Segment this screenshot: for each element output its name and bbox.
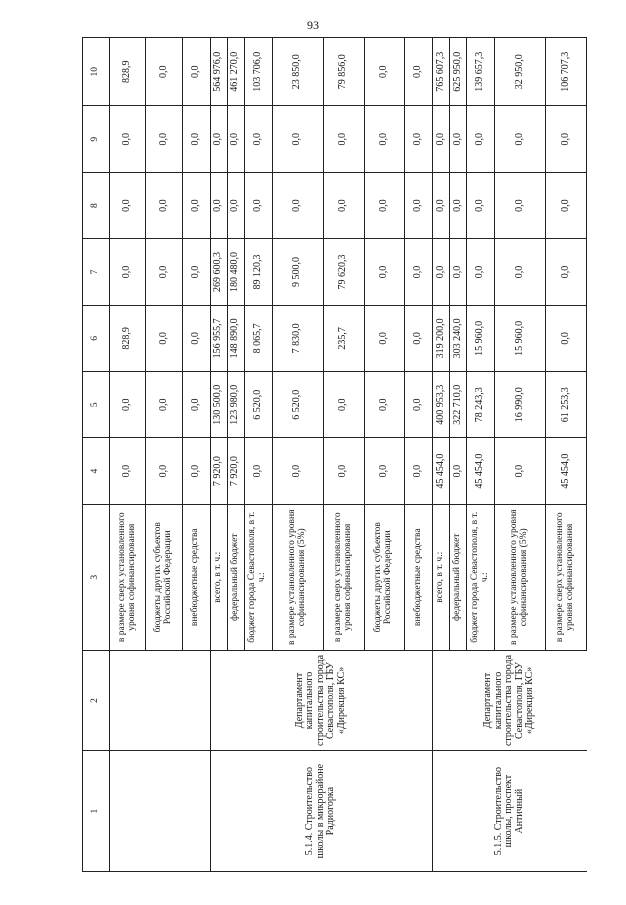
value-cell: 0,0 bbox=[450, 239, 467, 305]
value-cell: 0,0 bbox=[405, 372, 433, 438]
executor-cell: Департамент капитального строительства города Севастополя, ГБУ «Дирекция КС» bbox=[432, 650, 586, 751]
col-header: 8 bbox=[83, 172, 110, 238]
object-name-cell: 5.1.5. Строительство школы, проспект Античный bbox=[432, 751, 586, 872]
value-cell: 0,0 bbox=[450, 106, 467, 172]
value-cell: 79 856,0 bbox=[323, 38, 364, 106]
value-cell: 15 960,0 bbox=[494, 305, 545, 371]
value-cell: 8 065,7 bbox=[244, 305, 272, 371]
value-cell: 0,0 bbox=[405, 106, 433, 172]
value-cell: 0,0 bbox=[450, 172, 467, 238]
source-cell: федеральный бюджет bbox=[227, 504, 244, 650]
value-cell: 78 243,3 bbox=[467, 372, 495, 438]
source-cell: в размере сверх установленного уровня софинансирования bbox=[546, 504, 587, 650]
value-cell: 0,0 bbox=[272, 172, 323, 238]
value-cell: 0,0 bbox=[405, 172, 433, 238]
value-cell: 0,0 bbox=[546, 239, 587, 305]
value-cell: 0,0 bbox=[272, 438, 323, 504]
value-cell: 0,0 bbox=[364, 372, 405, 438]
source-cell: в размере сверх установленного уровня софинансирования bbox=[323, 504, 364, 650]
value-cell: 461 270,0 bbox=[227, 38, 244, 106]
value-cell: 0,0 bbox=[146, 106, 182, 172]
value-cell: 0,0 bbox=[546, 172, 587, 238]
source-cell: в размере установленного уровня софинансирования (5%) bbox=[272, 504, 323, 650]
value-cell: 45 454,0 bbox=[546, 438, 587, 504]
table-row bbox=[110, 38, 146, 872]
value-cell: 7 830,0 bbox=[272, 305, 323, 371]
col-header: 6 bbox=[83, 305, 110, 371]
value-cell: 0,0 bbox=[182, 239, 210, 305]
value-cell: 0,0 bbox=[323, 438, 364, 504]
value-cell: 0,0 bbox=[182, 372, 210, 438]
value-cell: 32 950,0 bbox=[494, 38, 545, 106]
value-cell: 0,0 bbox=[146, 172, 182, 238]
value-cell: 828,9 bbox=[110, 38, 146, 106]
value-cell: 0,0 bbox=[182, 305, 210, 371]
source-cell: в размере установленного уровня софинансирования (5%) bbox=[494, 504, 545, 650]
object-cell bbox=[110, 751, 211, 872]
col-header: 9 bbox=[83, 106, 110, 172]
col-header: 4 bbox=[83, 438, 110, 504]
value-cell: 0,0 bbox=[494, 106, 545, 172]
value-cell: 0,0 bbox=[110, 372, 146, 438]
value-cell: 45 454,0 bbox=[467, 438, 495, 504]
value-cell: 0,0 bbox=[227, 106, 244, 172]
value-cell: 0,0 bbox=[182, 172, 210, 238]
source-cell: бюджет города Севастополя, в т. ч.: bbox=[244, 504, 272, 650]
value-cell: 828,9 bbox=[110, 305, 146, 371]
value-cell: 269 600,3 bbox=[210, 239, 227, 305]
value-cell: 139 657,3 bbox=[467, 38, 495, 106]
value-cell: 0,0 bbox=[432, 106, 449, 172]
value-cell: 123 980,0 bbox=[227, 372, 244, 438]
source-cell: всего, в т. ч.: bbox=[432, 504, 449, 650]
value-cell: 0,0 bbox=[450, 438, 467, 504]
value-cell: 0,0 bbox=[494, 239, 545, 305]
value-cell: 0,0 bbox=[146, 305, 182, 371]
value-cell: 0,0 bbox=[210, 172, 227, 238]
value-cell: 0,0 bbox=[405, 438, 433, 504]
value-cell: 0,0 bbox=[110, 106, 146, 172]
value-cell: 0,0 bbox=[272, 106, 323, 172]
value-cell: 6 520,0 bbox=[272, 372, 323, 438]
value-cell: 156 955,7 bbox=[210, 305, 227, 371]
value-cell: 319 200,0 bbox=[432, 305, 449, 371]
value-cell: 61 253,3 bbox=[546, 372, 587, 438]
value-cell: 0,0 bbox=[364, 106, 405, 172]
value-cell: 0,0 bbox=[182, 106, 210, 172]
value-cell: 0,0 bbox=[405, 38, 433, 106]
value-cell: 0,0 bbox=[146, 239, 182, 305]
col-header: 3 bbox=[83, 504, 110, 650]
value-cell: 400 953,3 bbox=[432, 372, 449, 438]
value-cell: 0,0 bbox=[110, 172, 146, 238]
value-cell: 0,0 bbox=[405, 239, 433, 305]
source-cell: в размере сверх установленного уровня софинансирования bbox=[110, 504, 146, 650]
rotated-table-container bbox=[82, 37, 587, 872]
value-cell: 0,0 bbox=[110, 438, 146, 504]
value-cell: 0,0 bbox=[244, 172, 272, 238]
value-cell: 130 500,0 bbox=[210, 372, 227, 438]
value-cell: 89 120,3 bbox=[244, 239, 272, 305]
page-number: 93 bbox=[307, 18, 319, 32]
value-cell: 0,0 bbox=[182, 438, 210, 504]
value-cell: 0,0 bbox=[405, 305, 433, 371]
value-cell: 0,0 bbox=[546, 305, 587, 371]
value-cell: 0,0 bbox=[432, 239, 449, 305]
value-cell: 0,0 bbox=[494, 172, 545, 238]
executor-cell: Департамент капитального строительства города Севастополя, ГБУ «Дирекция КС» bbox=[210, 650, 432, 751]
source-cell: бюджеты других субъектов Российской Федерации bbox=[146, 504, 182, 650]
header-row bbox=[83, 38, 110, 872]
value-cell: 45 454,0 bbox=[432, 438, 449, 504]
value-cell: 0,0 bbox=[364, 438, 405, 504]
value-cell: 0,0 bbox=[364, 38, 405, 106]
value-cell: 564 976,0 bbox=[210, 38, 227, 106]
value-cell: 0,0 bbox=[494, 438, 545, 504]
col-header: 7 bbox=[83, 239, 110, 305]
col-header: 10 bbox=[83, 38, 110, 106]
value-cell: 0,0 bbox=[244, 438, 272, 504]
value-cell: 0,0 bbox=[467, 106, 495, 172]
value-cell: 7 920,0 bbox=[210, 438, 227, 504]
value-cell: 0,0 bbox=[227, 172, 244, 238]
value-cell: 765 607,3 bbox=[432, 38, 449, 106]
value-cell: 0,0 bbox=[364, 305, 405, 371]
value-cell: 7 920,0 bbox=[227, 438, 244, 504]
value-cell: 16 990,0 bbox=[494, 372, 545, 438]
value-cell: 148 890,0 bbox=[227, 305, 244, 371]
value-cell: 322 710,0 bbox=[450, 372, 467, 438]
value-cell: 0,0 bbox=[110, 239, 146, 305]
value-cell: 6 520,0 bbox=[244, 372, 272, 438]
value-cell: 0,0 bbox=[210, 106, 227, 172]
value-cell: 23 850,0 bbox=[272, 38, 323, 106]
value-cell: 0,0 bbox=[146, 438, 182, 504]
source-cell: внебюджетные средства bbox=[182, 504, 210, 650]
table-row bbox=[210, 38, 227, 872]
value-cell: 0,0 bbox=[467, 239, 495, 305]
value-cell: 0,0 bbox=[323, 106, 364, 172]
object-name-cell: 5.1.4. Строительство школы в микрорайоне Радиогорка bbox=[210, 751, 432, 872]
source-cell: внебюджетные средства bbox=[405, 504, 433, 650]
value-cell: 0,0 bbox=[182, 38, 210, 106]
value-cell: 0,0 bbox=[244, 106, 272, 172]
source-cell: бюджеты других субъектов Российской Федерации bbox=[364, 504, 405, 650]
value-cell: 180 480,0 bbox=[227, 239, 244, 305]
value-cell: 0,0 bbox=[364, 239, 405, 305]
value-cell: 625 950,0 bbox=[450, 38, 467, 106]
executor-cell bbox=[110, 650, 211, 751]
col-header: 5 bbox=[83, 372, 110, 438]
value-cell: 79 620,3 bbox=[323, 239, 364, 305]
value-cell: 9 500,0 bbox=[272, 239, 323, 305]
value-cell: 0,0 bbox=[146, 372, 182, 438]
value-cell: 15 960,0 bbox=[467, 305, 495, 371]
value-cell: 103 706,0 bbox=[244, 38, 272, 106]
table-row bbox=[432, 38, 449, 872]
value-cell: 235,7 bbox=[323, 305, 364, 371]
value-cell: 0,0 bbox=[364, 172, 405, 238]
col-header: 1 bbox=[83, 751, 110, 872]
col-header: 2 bbox=[83, 650, 110, 751]
financing-table bbox=[82, 37, 587, 872]
value-cell: 0,0 bbox=[432, 172, 449, 238]
value-cell: 0,0 bbox=[323, 372, 364, 438]
value-cell: 303 240,0 bbox=[450, 305, 467, 371]
value-cell: 0,0 bbox=[146, 38, 182, 106]
value-cell: 106 707,3 bbox=[546, 38, 587, 106]
value-cell: 0,0 bbox=[467, 172, 495, 238]
value-cell: 0,0 bbox=[323, 172, 364, 238]
value-cell: 0,0 bbox=[546, 106, 587, 172]
source-cell: федеральный бюджет bbox=[450, 504, 467, 650]
source-cell: бюджет города Севастополя, в т. ч.: bbox=[467, 504, 495, 650]
source-cell: всего, в т. ч.: bbox=[210, 504, 227, 650]
